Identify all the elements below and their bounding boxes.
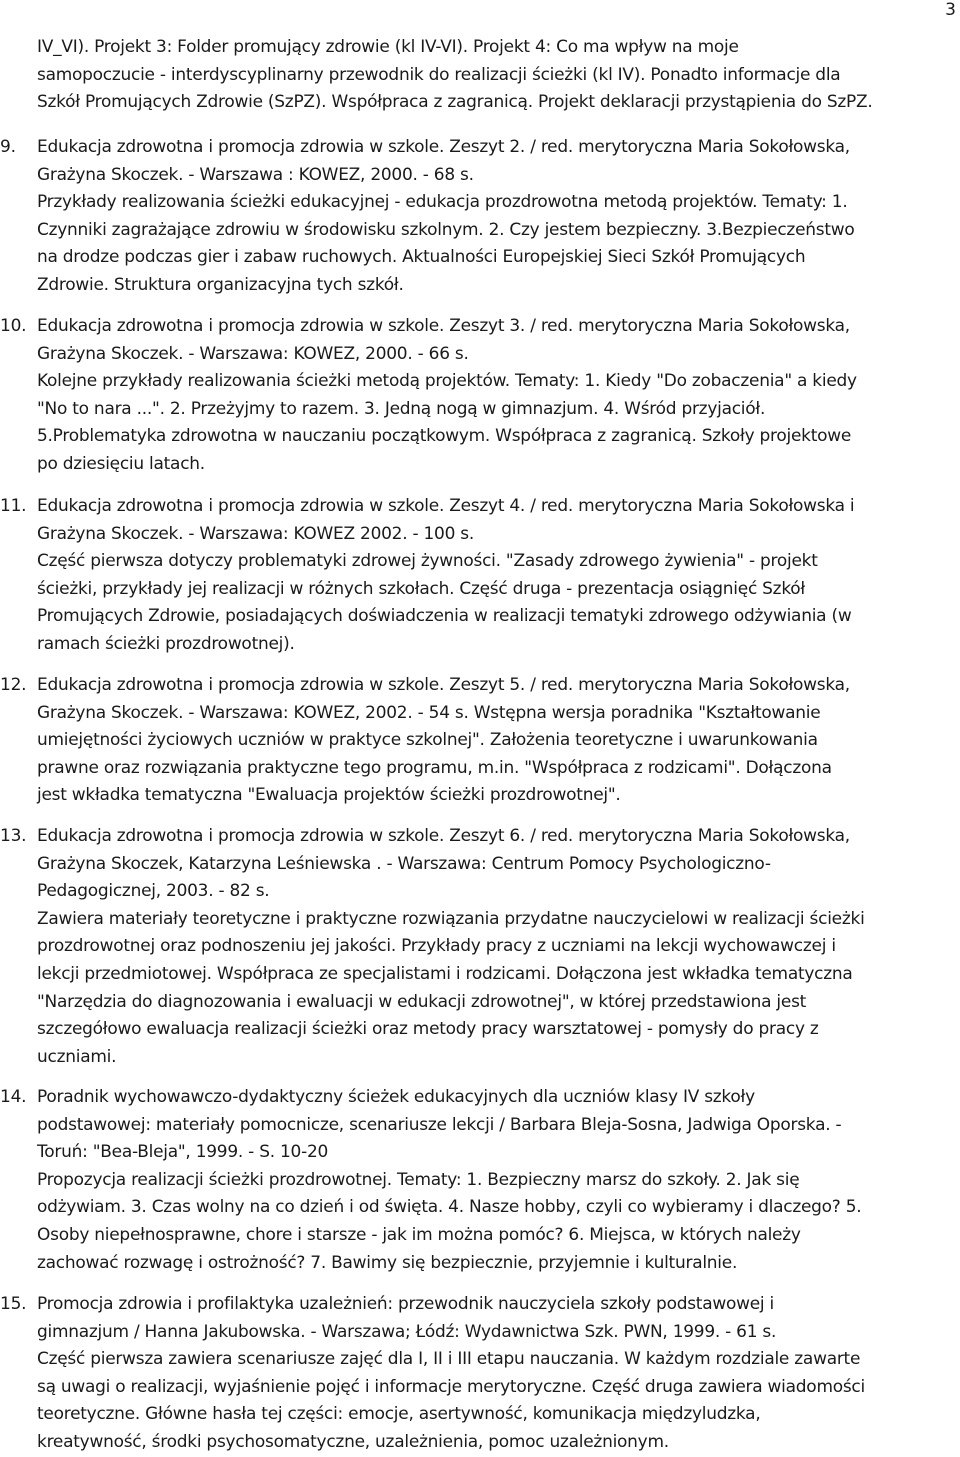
bibliography-entry-15 [0, 1291, 957, 1457]
text-line: Edukacja zdrowotna i promocja zdrowia w szkole. Zeszyt 4. / red. merytoryczna Maria Sokołowska i [37, 496, 855, 516]
text-line: szczegółowo ewaluacja realizacji ścieżki oraz metody pracy warsztatowej - pomysły do pracy z [37, 1019, 819, 1040]
text-line: Część pierwsza dotyczy problematyki zdrowej żywności. "Zasady zdrowego żywienia" - projekt [37, 551, 818, 572]
text-line: Edukacja zdrowotna i promocja zdrowia w szkole. Zeszyt 2. / red. merytoryczna Maria Sokołowska, [37, 137, 850, 157]
text-line: podstawowej: materiały pomocnicze, scenariusze lekcji / Barbara Bleja-Sosna, Jadwiga Oporska. - [37, 1114, 842, 1135]
text-line: są uwagi o realizacji, wyjaśnienie pojęć i informacje merytoryczne. Część druga zawiera wiadomości [37, 1376, 865, 1397]
text-line: prawne oraz rozwiązania praktyczne tego programu, m.in. "Współpraca z rodzicami". Dołączona [37, 757, 832, 778]
page-number: 3 [945, 0, 956, 20]
text-line: Grażyna Skoczek. - Warszawa: KOWEZ 2002. - 100 s. [37, 523, 475, 544]
entry-number: 13. [0, 826, 27, 846]
entry-number: 9. [0, 137, 16, 157]
bibliography-entry-13 [0, 823, 957, 1071]
text-line: teoretyczne. Główne hasła tej części: emocje, asertywność, komunikacja międzyludzka, [37, 1404, 761, 1425]
text-line: Grażyna Skoczek. - Warszawa: KOWEZ, 2002. - 54 s. Wstępna wersja poradnika "Kształtowanie [37, 702, 821, 723]
text-line: Zdrowie. Struktura organizacyjna tych szkół. [37, 274, 404, 295]
bibliography-entry-14 [0, 1084, 957, 1277]
text-line: gimnazjum / Hanna Jakubowska. - Warszawa; Łódź: Wydawnictwa Szk. PWN, 1999. - 61 s. [37, 1321, 777, 1342]
text-line: Czynniki zagrażające zdrowiu w środowisku szkolnym. 2. Czy jestem bezpieczny. 3.Bezpieczeństwo [37, 219, 855, 240]
text-line: Szkół Promujących Zdrowie (SzPZ). Współpraca z zagranicą. Projekt deklaracji przystąpienia do SzPZ. [37, 92, 873, 113]
text-line: Grażyna Skoczek. - Warszawa: KOWEZ, 2000. - 66 s. [37, 343, 469, 364]
text-line: 5.Problematyka zdrowotna w nauczaniu początkowym. Współpraca z zagranicą. Szkoły projektowe [37, 426, 852, 447]
text-line: uczniami. [37, 1046, 117, 1067]
text-line: umiejętności życiowych uczniów w praktyce szkolnej". Założenia teoretyczne i uwarunkowania [37, 730, 818, 751]
text-line: "No to nara ...". 2. Przeżyjmy to razem. 3. Jedną nogą w gimnazjum. 4. Wśród przyjaciół. [37, 398, 766, 419]
text-line: Grażyna Skoczek, Katarzyna Leśniewska . - Warszawa: Centrum Pomocy Psychologiczno- [37, 853, 771, 874]
bibliography-entry-12 [0, 672, 957, 810]
text-line: Toruń: "Bea-Bleja", 1999. - S. 10-20 [37, 1142, 329, 1163]
entry-number: 12. [0, 675, 27, 695]
entry-number: 11. [0, 496, 27, 516]
text-line: ścieżki, przykłady jej realizacji w różnych szkołach. Część druga - prezentacja osiągnięć Szkół [37, 578, 806, 599]
text-line: Przykłady realizowania ścieżki edukacyjnej - edukacja prozdrowotna metodą projektów. Tematy: 1. [37, 192, 848, 213]
text-line: Zawiera materiały teoretyczne i praktyczne rozwiązania przydatne nauczycielowi w realizacji ścieżki [37, 908, 865, 929]
text-line: jest wkładka tematyczna "Ewaluacja projektów ścieżki prozdrowotnej". [37, 785, 621, 806]
text-line: na drodze podczas gier i zabaw ruchowych. Aktualności Europejskiej Sieci Szkół Promujących [37, 247, 806, 268]
text-line: kreatywność, środki psychosomatyczne, uzależnienia, pomoc uzależnionym. [37, 1431, 669, 1452]
text-line: Część pierwsza zawiera scenariusze zajęć dla I, II i III etapu nauczania. W każdym rozdziale zawarte [37, 1349, 861, 1370]
text-line: zachować rozwagę i ostrożność? 7. Bawimy się bezpiecznie, przyjemnie i kulturalnie. [37, 1252, 738, 1273]
text-line: Grażyna Skoczek. - Warszawa : KOWEZ, 2000. - 68 s. [37, 164, 474, 185]
text-line: lekcji przedmiotowej. Współpraca ze specjalistami i rodzicami. Dołączona jest wkładka tematyczna [37, 963, 853, 984]
text-line: Kolejne przykłady realizowania ścieżki metodą projektów. Tematy: 1. Kiedy "Do zobaczenia" a kiedy [37, 371, 857, 392]
text-line: Promujących Zdrowie, posiadających doświadczenia w realizacji tematyki zdrowego odżywiania (w [37, 606, 852, 627]
text-line: Poradnik wychowawczo-dydaktyczny ścieżek edukacyjnych dla uczniów klasy IV szkoły [37, 1087, 755, 1107]
text-line: po dziesięciu latach. [37, 453, 205, 474]
text-line: Edukacja zdrowotna i promocja zdrowia w szkole. Zeszyt 6. / red. merytoryczna Maria Sokołowska, [37, 826, 850, 846]
bibliography-entry-11 [0, 493, 957, 659]
text-line: ramach ścieżki prozdrowotnej). [37, 633, 295, 654]
bibliography-entry-10 [0, 313, 957, 479]
continuation-paragraph [37, 34, 957, 117]
text-line: Propozycja realizacji ścieżki prozdrowotnej. Tematy: 1. Bezpieczny marsz do szkoły. 2. Jak się [37, 1169, 800, 1190]
entry-number: 14. [0, 1087, 27, 1107]
text-line: odżywiam. 3. Czas wolny na co dzień i od święta. 4. Nasze hobby, czyli co wybieramy i dlaczego? 5. [37, 1197, 862, 1218]
text-line: Osoby niepełnosprawne, chore i starsze - jak im można pomóc? 6. Miejsca, w których należy [37, 1224, 801, 1245]
text-line: Edukacja zdrowotna i promocja zdrowia w szkole. Zeszyt 3. / red. merytoryczna Maria Sokołowska, [37, 316, 850, 336]
text-line: prozdrowotnej oraz podnoszeniu jej jakości. Przykłady pracy z uczniami na lekcji wychowawczej i [37, 936, 836, 957]
entry-number: 10. [0, 316, 27, 336]
text-line: "Narzędzia do diagnozowania i ewaluacji w edukacji zdrowotnej", w której przedstawiona jest [37, 991, 807, 1012]
bibliography-entry-9 [0, 134, 957, 300]
text-line: Promocja zdrowia i profilaktyka uzależnień: przewodnik nauczyciela szkoły podstawowej i [37, 1294, 774, 1314]
text-line: IV_VI). Projekt 3: Folder promujący zdrowie (kl IV-VI). Projekt 4: Co ma wpływ na moje [37, 37, 739, 57]
text-line: Edukacja zdrowotna i promocja zdrowia w szkole. Zeszyt 5. / red. merytoryczna Maria Sokołowska, [37, 675, 850, 695]
entry-number: 15. [0, 1294, 27, 1314]
text-line: samopoczucie - interdyscyplinarny przewodnik do realizacji ścieżki (kl IV). Ponadto informacje dla [37, 64, 841, 85]
text-line: Pedagogicznej, 2003. - 82 s. [37, 881, 270, 902]
